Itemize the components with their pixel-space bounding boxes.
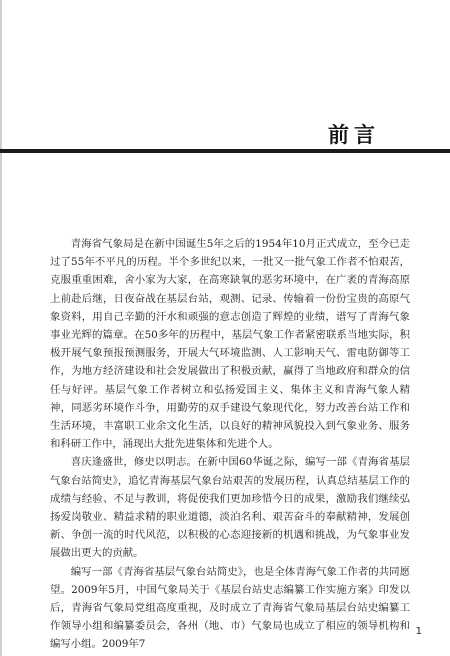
paragraph-1: 青海省气象局是在新中国诞生5年之后的1954年10月正式成立，至今已走过了55年不平凡的历程。半个多世纪以来，一批又一批气象工作者不怕艰苦，克服重重困难，舍小家为大家，在高寒缺氧的恶劣环境中，在广袤的青海高原上前赴后继，日夜奋战在基层台站，观测、记录、传输着一份份宝贵的高原气象资料，用自己辛勤的汗水和顽强的意志创造了辉煌的业绩，谱写了青海气象事业光辉的篇章。在50多年的历程中，基层气象工作者紧密联系当地实际，积极开展气象预报预测服务，开展大气环境监测、人工影响天气、雷电防御等工作，为地方经济建设和社会发展做出了积极贡献，赢得了当地政府和群众的信任与好评。基层气象工作者树立和弘扬爱国主义、集体主义和青海气象人精神，同恶劣环境作斗争，用勤劳的双手建设气象现代化，努力改善台站工作和生活环境，丰富职工业余文化生活，以良好的精神风貌投入到气象业务、服务和科研工作中，涌现出大批先进集体和先进个人。 xyxy=(50,238,410,451)
page-title: 前言 xyxy=(328,122,380,147)
preface-body xyxy=(50,235,410,654)
paragraph-2: 喜庆逢盛世，修史以明志。在新中国60华诞之际，编写一部《青海省基层气象台站简史》，追忆青海基层气象台站艰苦的发展历程，认真总结基层工作的成绩与经验、不足与教训，将促使我们更加珍惜今日的成果，激励我们继续弘扬爱岗敬业、精益求精的职业道德，淡泊名利、艰苦奋斗的奉献精神，发展创新、争创一流的时代风范，以积极的心态迎接新的机遇和挑战，为气象事业发展做出更大的贡献。 xyxy=(50,456,410,560)
page-number: 1 xyxy=(415,626,422,637)
title-divider xyxy=(0,149,450,153)
paragraph-3: 编写一部《青海省基层气象台站简史》，也是全体青海气象工作者的共同愿望。2009年5月，中国气象局关于《基层台站史志编纂工作实施方案》印发以后，青海省气象局党组高度重视，及时成立了青海省气象局基层台站史编纂工作领导小组和编纂委员会，各州（地、市）气象局也成立了相应的领导机构和编写小组。2009年7 xyxy=(50,565,410,651)
page-edge xyxy=(0,0,2,656)
